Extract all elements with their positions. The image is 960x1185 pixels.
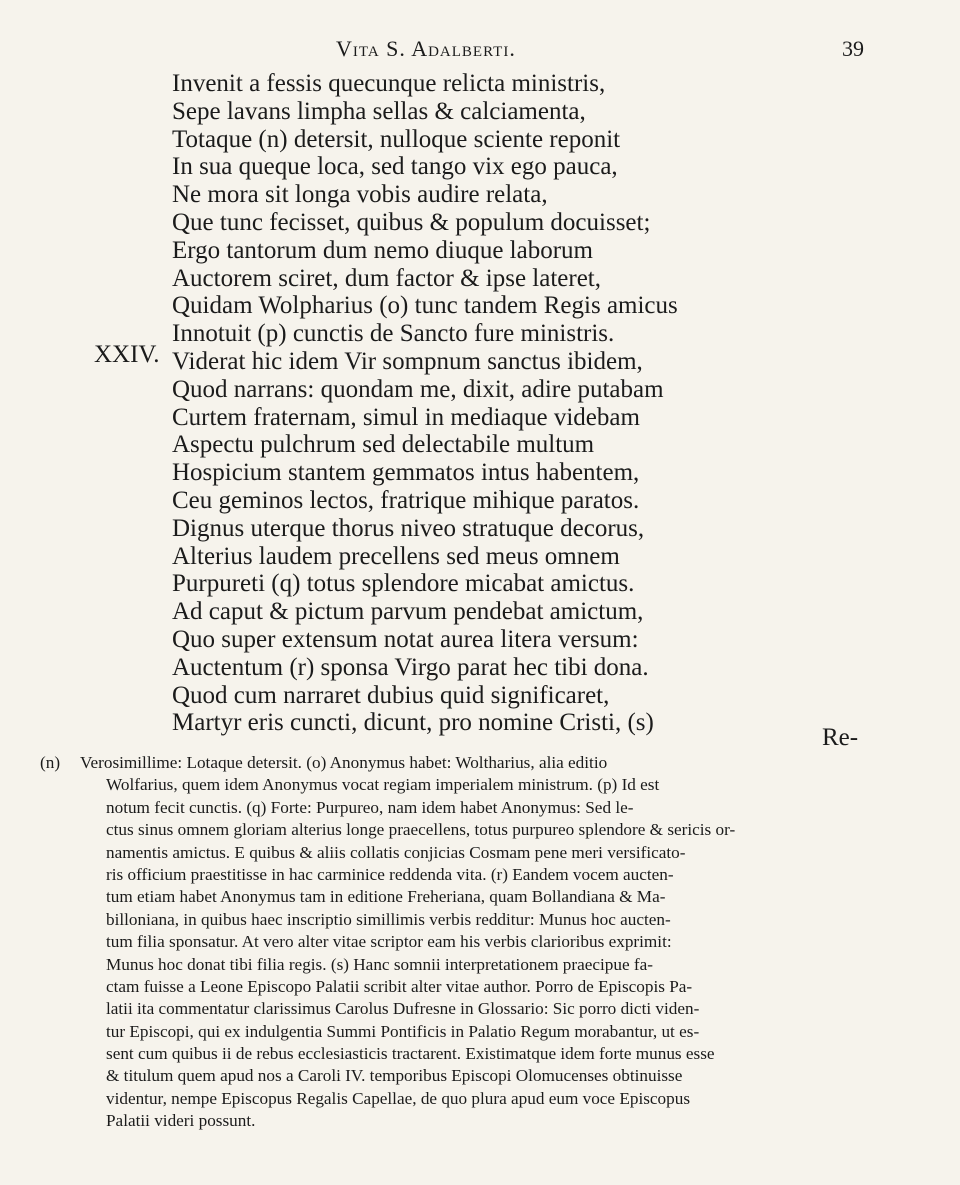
footnote-line: & titulum quem apud nos a Caroli IV. temporibus Episcopi Olomucenses obtinuisse: [106, 1066, 683, 1086]
verse-line: Que tunc fecisset, quibus & populum docuisset;: [172, 208, 651, 236]
footnotes-block: [40, 752, 888, 1133]
verse-line: Hospicium stantem gemmatos intus habentem,: [172, 459, 640, 487]
verse-line: Invenit a fessis quecunque relicta ministris,: [172, 70, 606, 97]
verse-line: Quod narrans: quondam me, dixit, adire putabam: [172, 375, 664, 403]
footnote-line: namentis amictus. E quibus & aliis collatis conjicias Cosmam pene meri versificato-: [106, 842, 686, 862]
footnote-line: billoniana, in quibus haec inscriptio simillimis verbis redditur: Munus hoc aucten-: [106, 909, 671, 929]
footnote-line: videntur, nempe Episcopus Regalis Capellae, de quo plura apud eum voce Episcopus: [106, 1088, 691, 1108]
footnote-line: latii ita commentatur clarissimus Carolus Dufresne in Glossario: Sic porro dicti viden-: [106, 999, 700, 1019]
verse-line: Martyr eris cuncti, dicunt, pro nomine Cristi, (s): [172, 709, 654, 737]
footnote-line: ctam fuisse a Leone Episcopo Palatii scribit alter vitae author. Porro de Episcopis Pa-: [106, 976, 693, 996]
footnote-line: Palatii videri possunt.: [106, 1111, 256, 1131]
verse-line: Ergo tantorum dum nemo diuque laborum: [172, 236, 593, 264]
footnote-line: Wolfarius, quem idem Anonymus vocat regiam imperialem ministrum. (p) Id est: [106, 775, 660, 795]
footnote-line: tum filia sponsatur. At vero alter vitae scriptor eam his verbis clarioribus exprimit:: [106, 932, 672, 952]
verse-line: Ad caput & pictum parvum pendebat amictum,: [172, 598, 644, 626]
footnote-line: [40, 752, 888, 774]
verse-line: Totaque (n) detersit, nulloque sciente reponit: [172, 125, 621, 153]
verse-line: Quidam Wolpharius (o) tunc tandem Regis amicus: [172, 292, 678, 320]
verse-line: Aspectu pulchrum sed delectabile multum: [172, 431, 595, 459]
verse-line: Innotuit (p) cunctis de Sancto fure ministris.: [172, 320, 615, 348]
verse-line: In sua queque loca, sed tango vix ego pauca,: [172, 153, 618, 181]
footnote-marker: (n): [40, 753, 61, 772]
catchword: Re-: [822, 724, 859, 751]
verse-line: Sepe lavans limpha sellas & calciamenta,: [172, 97, 586, 125]
verse-line: Ceu geminos lectos, fratrique mihique paratos.: [172, 486, 640, 514]
footnote-line: notum fecit cunctis. (q) Forte: Purpureo, nam idem habet Anonymus: Sed le-: [106, 797, 634, 817]
verse-line: Dignus uterque thorus niveo stratuque decorus,: [172, 514, 645, 542]
chapter-number: XXIV.: [94, 341, 160, 368]
verse-line: Auctentum (r) sponsa Virgo parat hec tibi dona.: [172, 653, 649, 681]
footnote-line: tur Episcopi, qui ex indulgentia Summi Pontificis in Palatio Regum morabantur, ut es-: [106, 1021, 700, 1041]
verse-line: Auctorem sciret, dum factor & ipse lateret,: [172, 264, 602, 292]
verse-line: Viderat hic idem Vir sompnum sanctus ibidem,: [172, 347, 643, 375]
verse-line: Ne mora sit longa vobis audire relata,: [172, 181, 548, 209]
footnote-text: Verosimillime: Lotaque detersit. (o) Anonymus habet: Woltharius, alia editio: [80, 753, 608, 772]
verse-block: [172, 70, 892, 737]
verse-line: Purpureti (q) totus splendore micabat amictus.: [172, 570, 635, 598]
footnote-line: ctus sinus omnem gloriam alterius longe praecellens, totus purpureo splendore & sericis or-: [106, 820, 736, 840]
footnote-line: Munus hoc donat tibi filia regis. (s) Hanc somnii interpretationem praecipue fa-: [106, 954, 653, 974]
verse-line: Quod cum narraret dubius quid significaret,: [172, 681, 610, 709]
running-header-title: Vita S. Adalberti.: [336, 36, 516, 61]
verse-line: Quo super extensum notat aurea litera versum:: [172, 625, 639, 653]
footnote-line: tum etiam habet Anonymus tam in editione Freheriana, quam Bollandiana & Ma-: [106, 887, 666, 907]
verse-line: Curtem fraternam, simul in mediaque videbam: [172, 403, 640, 431]
page-number: 39: [842, 36, 864, 61]
footnote-line: ris officium praestitisse in hac carminice reddenda vita. (r) Eandem vocem aucten-: [106, 864, 674, 884]
footnote-line: sent cum quibus ii de rebus ecclesiasticis tractarent. Existimatque idem forte munus esse: [106, 1044, 715, 1064]
verse-line: Alterius laudem precellens sed meus omnem: [172, 542, 620, 570]
